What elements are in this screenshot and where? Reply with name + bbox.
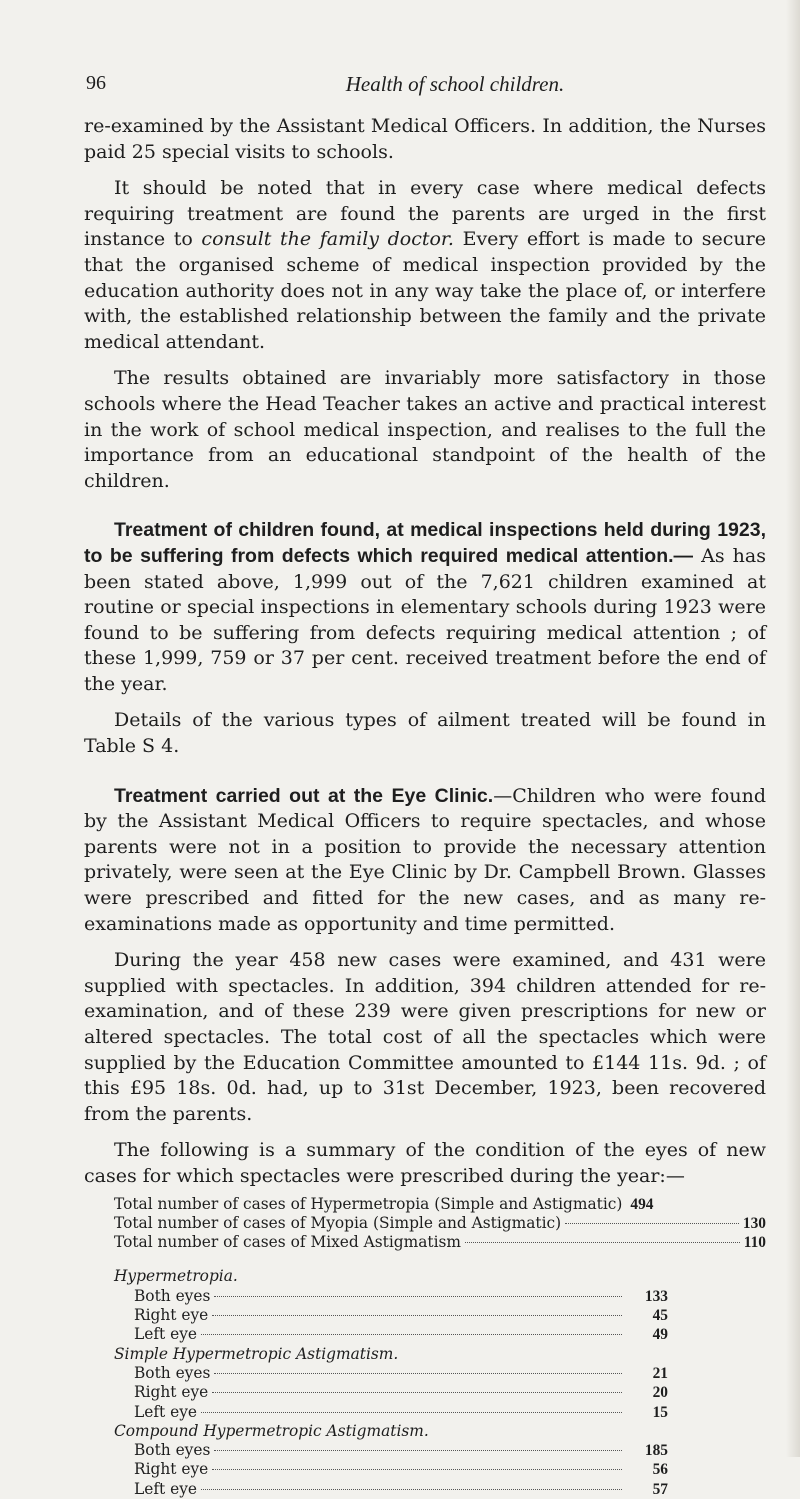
table-row: Right eye 56 [134,1460,668,1479]
table-group-heading: Simple Hypermetropic Astigmatism. [114,1344,399,1363]
leader-dots [465,1242,740,1243]
summary-row: Total number of cases of Myopia (Simple and Astigmatic) 130 [114,1213,766,1232]
section-heading-treatment: Treatment of children found, at medical inspections held during 1923, to be suffering from defects which required medical attention.— [84,519,766,567]
paragraph-2-emphasis: consult the family doctor. [201,228,454,251]
table-group-heading: Compound Hypermetropic Astigmatism. [114,1421,429,1440]
summary-row: Total number of cases of Hypermetropia (Simple and Astigmatic) 494 [114,1194,654,1213]
paragraph-6-text: —Children who were found by the Assistant Medical Officers to require spectacles, and whose parents were not in a position to provide the necessary attention privately, were seen at the Eye Clinic by Dr. Campbell Brown. Glasses were prescribed and fitted for the new cases, and as many re-examinations made as opportunity and time permitted. [84,784,767,935]
table-row: Right eye 45 [134,1306,668,1325]
page-body [84,114,766,1499]
table-group-heading: Hypermetropia. [114,1267,238,1286]
paragraph-4 [84,518,766,697]
paragraph-2-text-a: It should be noted that in every case where medical defects requiring treatment are found the parents are urged in the first instance to [84,177,766,251]
eye-condition-table [84,1267,668,1499]
page-number: 96 [86,72,106,94]
leader-dots [214,1296,622,1297]
paragraph-2 [84,176,766,355]
leader-dots [201,1334,622,1335]
paragraph-4-text: As has been stated above, 1,999 out of the 7,621 children examined at routine or special inspections in elementary schools during 1923 were found to be suffering from defects requiring medical attention ; of these 1,999, 759 or 37 per cent. received treatment before the end of the year. [84,544,766,695]
paragraph-5: Details of the various types of ailment treated will be found in Table S 4. [84,709,766,758]
leader-dots [201,1489,622,1490]
leader-dots [212,1392,622,1393]
leader-dots [214,1373,622,1374]
leader-dots [201,1412,622,1413]
page-edge-shadow [786,0,800,1457]
paragraph-7: During the year 458 new cases were examined, and 431 were supplied with spectacles. In addition, 394 children attended for re-examination, and of these 239 were given prescriptions for new or altered spectacles. The total cost of all the spectacles which were supplied by the Education Committee amounted to £144 11s. 9d. ; of this £95 18s. 0d. had, up to 31st December, 1923, been recovered from the parents. [84,949,766,1125]
table-row: Left eye 57 [134,1479,668,1498]
table-row: Right eye 20 [134,1383,668,1402]
table-row: Both eyes 185 [134,1441,668,1460]
paragraph-6 [84,784,766,938]
table-row: Both eyes 133 [134,1286,668,1305]
paragraph-8: The following is a summary of the condition of the eyes of new cases for which spectacles were prescribed during the year:— [84,1139,766,1187]
table-row: Both eyes 21 [134,1363,668,1382]
leader-dots [212,1469,622,1470]
summary-list [84,1195,766,1253]
leader-dots [214,1450,622,1451]
paragraph-2-text-b: Every effort is made to secure that the organised scheme of medical inspection provided by the education authority does not in any way take the place of, or interfere with, the established relationship between the family and the private medical attendant. [84,228,766,353]
section-heading-eye-clinic: Treatment carried out at the Eye Clinic. [114,784,494,807]
page-header [86,72,764,102]
leader-dots [565,1223,739,1224]
table-row: Left eye 15 [134,1402,668,1421]
table-row: Left eye 49 [134,1325,668,1344]
running-title: Health of school children. [345,72,565,96]
paragraph-3: The results obtained are invariably more satisfactory in those schools where the Head Teacher takes an active and practical interest in the work of school medical inspection, and realises to the full the importance from an educational standpoint of the health of the children. [84,367,766,492]
leader-dots [212,1315,622,1316]
paragraph-1: re-examined by the Assistant Medical Officers. In addition, the Nurses paid 25 special visits to schools. [84,115,766,163]
summary-row: Total number of cases of Mixed Astigmatism 110 [114,1233,766,1252]
